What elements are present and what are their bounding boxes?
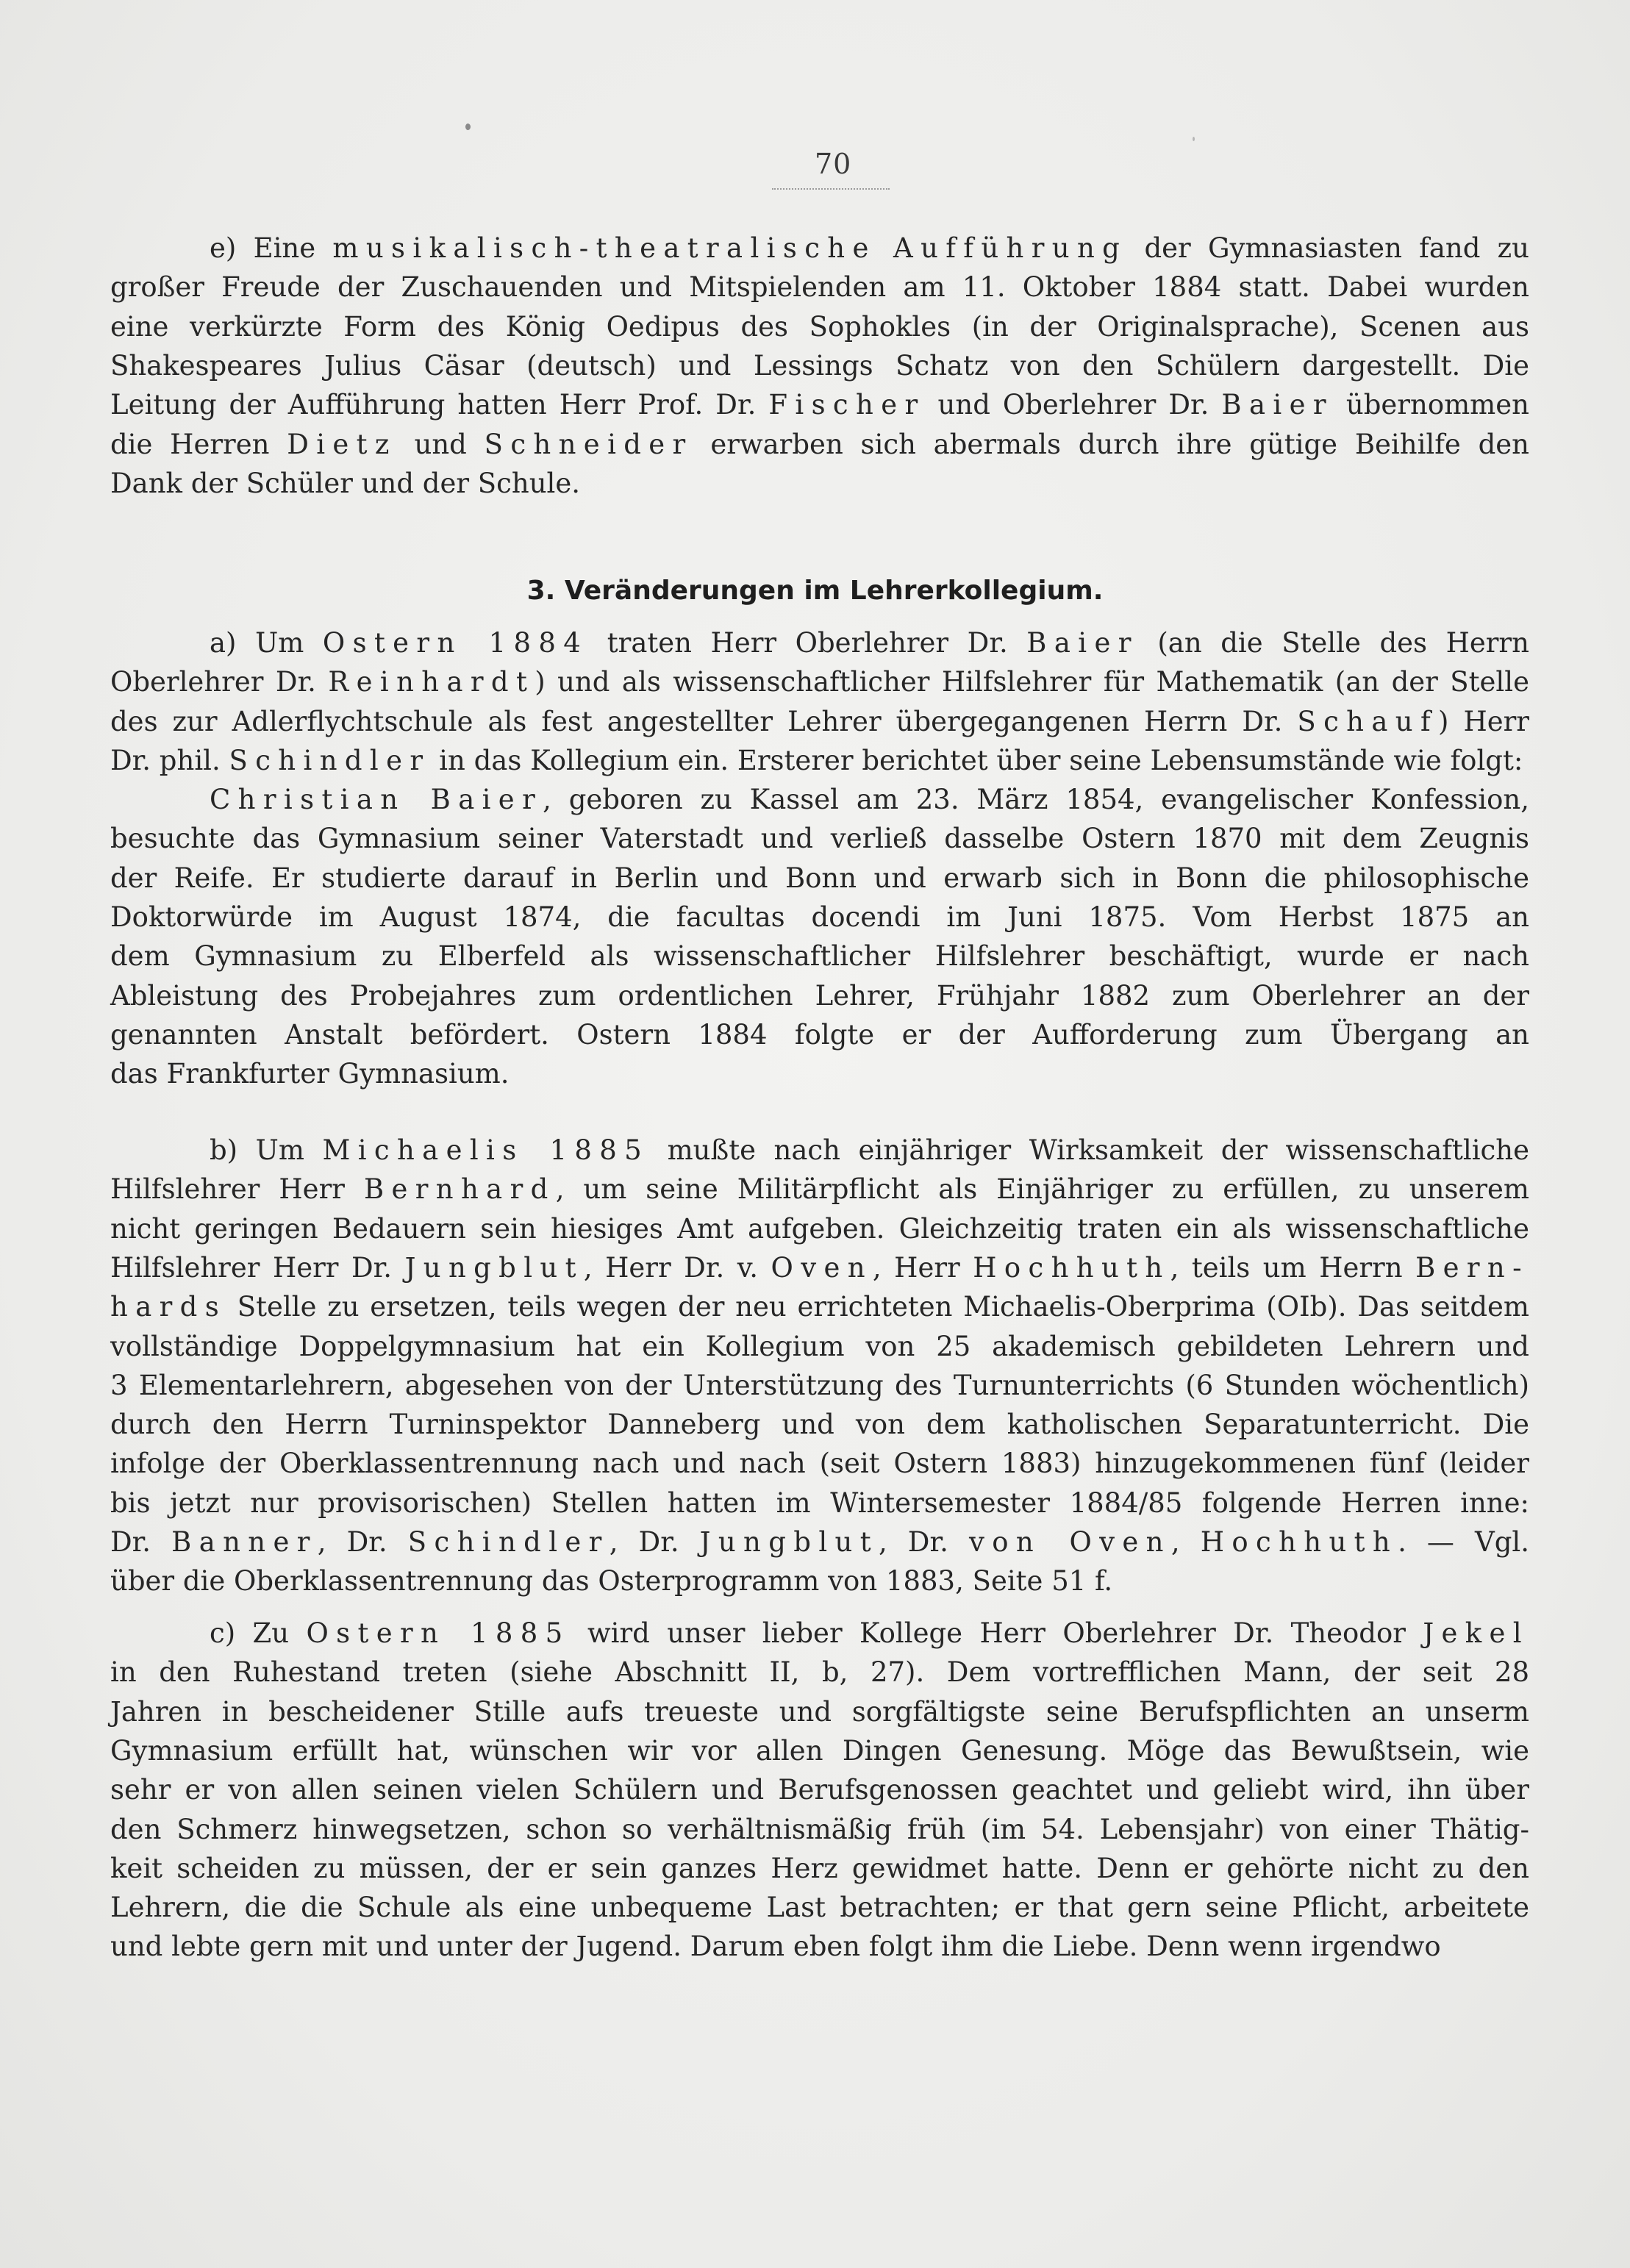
text-line — [110, 940, 1529, 973]
text-span: nicht geringen Bedauern sein hiesiges Amt aufgeben. Gleichzeitig traten ein als wissenschaftliche — [110, 1212, 1529, 1245]
text-line — [110, 389, 1529, 421]
text-line — [110, 429, 1529, 461]
spaced-emphasis: Reinhardt — [328, 666, 535, 698]
text-line — [110, 1019, 1529, 1051]
text-line — [110, 1252, 1529, 1284]
text-line — [110, 1735, 1529, 1767]
text-line — [110, 1487, 1529, 1520]
text-span: Dank der Schüler und der Schule. — [110, 467, 581, 499]
text-line — [110, 1565, 1529, 1598]
text-span: genannten Anstalt befördert. Ostern 1884 folgte er der Aufforderung zum Übergang an — [110, 1018, 1529, 1051]
spaced-emphasis: Hochhuth — [1200, 1526, 1398, 1558]
text-span: wird unser lieber Kollege Herr Oberlehrer Dr. Theodor — [570, 1617, 1423, 1649]
print-speck — [465, 124, 471, 130]
text-line — [210, 784, 1529, 816]
text-line — [210, 1617, 1529, 1650]
text-span: und Oberlehrer Dr. — [925, 389, 1222, 421]
text-line — [110, 1526, 1529, 1559]
spaced-emphasis: von Oven — [968, 1526, 1171, 1558]
text-span: , Dr. — [609, 1526, 700, 1558]
text-span: e) Eine — [210, 232, 333, 264]
spaced-emphasis: Fischer — [768, 389, 926, 421]
text-span: durch den Herrn Turninspektor Danneberg und von dem katholischen Separatunterricht. Die — [110, 1409, 1529, 1441]
spaced-emphasis: Banner — [171, 1526, 318, 1558]
text-span: ) und als wissenschaftlicher Hilfslehrer für Mathematik (an der Stelle — [535, 666, 1529, 698]
text-span: der Reife. Er studierte darauf in Berlin und Bonn und erwarb sich in Bonn die philosophische — [110, 862, 1529, 894]
text-line — [110, 745, 1529, 777]
text-span: Dr. phil. — [110, 744, 229, 776]
text-line — [110, 1058, 1529, 1090]
text-span: , um seine Militärpflicht als Einjähriger zu erfüllen, zu unserem — [555, 1173, 1529, 1206]
text-span: sehr er von allen seinen vielen Schülern und Berufsgenossen geachtet und geliebt wird, ihn über — [110, 1774, 1529, 1806]
spaced-emphasis: hards — [110, 1291, 227, 1323]
spaced-emphasis: Schindler — [407, 1526, 610, 1558]
text-span: ) Herr — [1438, 705, 1529, 737]
text-span: in den Ruhestand treten (siehe Abschnitt II, b, 27). Dem vortrefflichen Mann, der seit 28 — [110, 1656, 1529, 1689]
text-line — [110, 1173, 1529, 1206]
text-span: Hilfslehrer Herr Dr. — [110, 1251, 405, 1284]
text-span: bis jetzt nur provisorischen) Stellen hatten im Wintersemester 1884/85 folgende Herren inne: — [110, 1487, 1529, 1519]
text-span: , geboren zu Kassel am 23. März 1854, evangelischer Konfession, — [543, 784, 1529, 815]
text-line — [110, 823, 1529, 855]
text-line — [110, 862, 1529, 895]
text-span: c) Zu — [210, 1617, 307, 1649]
text-span: in das Kollegium ein. Ersterer berichtet über seine Lebensumstände wie folgt: — [430, 744, 1523, 776]
text-span: , Herr Dr. v. — [583, 1251, 771, 1284]
spaced-emphasis: Jungblut — [404, 1251, 584, 1284]
text-span: infolge der Oberklassentrennung nach und nach (seit Ostern 1883) hinzugekommenen fünf (leider — [110, 1448, 1529, 1480]
spaced-emphasis: Oven — [771, 1251, 873, 1284]
text-line — [110, 271, 1529, 304]
text-span: den Schmerz hinwegsetzen, schon so verhältnismäßig früh (im 54. Lebensjahr) von einer Thätig- — [110, 1813, 1529, 1845]
page-number: 70 — [815, 148, 852, 180]
text-line — [210, 1134, 1529, 1167]
text-line — [110, 1370, 1529, 1402]
text-span: , Herr — [872, 1251, 973, 1284]
text-span: großer Freude der Zuschauenden und Mitspielenden am 11. Oktober 1884 statt. Dabei wurden — [110, 271, 1529, 304]
text-span: , Dr. — [317, 1526, 408, 1558]
print-speck — [1193, 137, 1195, 141]
text-span: das Frankfurter Gymnasium. — [110, 1058, 510, 1090]
text-span: besuchte das Gymnasium seiner Vaterstadt und verließ dasselbe Ostern 1870 mit dem Zeugnis — [110, 823, 1529, 855]
spaced-emphasis: Baier — [1026, 627, 1139, 659]
spaced-emphasis: Baier — [1221, 389, 1334, 421]
text-line — [110, 1448, 1529, 1480]
text-line — [110, 1774, 1529, 1806]
text-span: 3 Elementarlehrern, abgesehen von der Unterstützung des Turnunterrichts (6 Stunden wöchentlich) — [110, 1369, 1529, 1401]
text-span — [876, 232, 893, 264]
text-line — [110, 1931, 1529, 1963]
spaced-emphasis: Christian Baier — [210, 784, 543, 815]
text-line — [210, 627, 1529, 659]
text-line — [110, 1853, 1529, 1885]
text-span: und lebte gern mit und unter der Jugend. Darum eben folgt ihm die Liebe. Denn wenn irgendwo — [110, 1931, 1441, 1963]
text-span: Oberlehrer Dr. — [110, 666, 329, 698]
text-span: und — [396, 428, 485, 460]
spaced-emphasis: Jungblut — [699, 1526, 879, 1558]
text-span: Gymnasium erfüllt hat, wünschen wir vor allen Dingen Genesung. Möge das Bewußtsein, wie — [110, 1734, 1529, 1767]
spaced-emphasis: Ostern 1885 — [306, 1617, 571, 1649]
text-span: , Dr. — [878, 1526, 969, 1558]
text-span: Doktorwürde im August 1874, die facultas docendi im Juni 1875. Vom Herbst 1875 an — [110, 901, 1529, 933]
text-span: a) Um — [210, 627, 323, 659]
spaced-emphasis: Ostern 1884 — [322, 627, 589, 659]
spaced-emphasis: Schneider — [484, 428, 693, 460]
text-span: dem Gymnasium zu Elberfeld als wissenschaftlicher Hilfslehrer beschäftigt, wurde er nach — [110, 940, 1529, 973]
text-span: des zur Adlerflychtschule als fest angestellter Lehrer übergegangenen Herrn Dr. — [110, 705, 1298, 737]
text-line — [110, 1331, 1529, 1363]
text-span: , — [1170, 1526, 1201, 1558]
spaced-emphasis: Bern- — [1415, 1251, 1529, 1284]
text-line — [110, 468, 1529, 500]
text-span: Hilfslehrer Herr — [110, 1173, 364, 1206]
text-span: (an die Stelle des Herrn — [1138, 627, 1529, 659]
text-span: Jahren in bescheidener Stille aufs treueste und sorgfältigste seine Berufspflichten an unserm — [110, 1695, 1529, 1728]
text-line — [110, 1892, 1529, 1924]
text-line — [110, 1213, 1529, 1245]
text-span: der Gymnasiasten fand zu — [1127, 232, 1529, 264]
spaced-emphasis: Schauf — [1297, 705, 1439, 737]
text-span: Leitung der Aufführung hatten Herr Prof. Dr. — [110, 389, 769, 421]
text-span: über die Oberklassentrennung das Osterprogramm von 1883, Seite 51 f. — [110, 1565, 1113, 1598]
text-span: keit scheiden zu müssen, der er sein ganzes Herz gewidmet hatte. Denn er gehörte nicht zu den — [110, 1852, 1529, 1884]
spaced-emphasis: Bernhard — [363, 1173, 556, 1206]
text-span: , teils um Herrn — [1170, 1251, 1416, 1284]
text-line — [110, 311, 1529, 343]
spaced-emphasis: Hochhuth — [973, 1251, 1170, 1284]
text-span: Ableistung des Probejahres zum ordentlichen Lehrer, Frühjahr 1882 zum Oberlehrer an der — [110, 979, 1529, 1012]
text-span: erwarben sich abermals durch ihre gütige Beihilfe den — [693, 428, 1529, 460]
spaced-emphasis: Schindler — [229, 744, 431, 776]
text-line — [110, 350, 1529, 382]
text-line — [110, 1696, 1529, 1728]
text-span: vollständige Doppelgymnasium hat ein Kollegium von 25 akademisch gebildeten Lehrern und — [110, 1330, 1529, 1362]
text-line — [110, 706, 1529, 738]
text-span: Stelle zu ersetzen, teils wegen der neu errichteten Michaelis-Oberprima (OIb). Das seitdem — [226, 1291, 1529, 1323]
text-span: übernommen — [1333, 389, 1529, 421]
spaced-emphasis: Aufführung — [893, 232, 1128, 264]
text-span: eine verkürzte Form des König Oedipus des Sophokles (in der Originalsprache), Scenen aus — [110, 310, 1529, 343]
page-number-rule — [772, 188, 890, 190]
section-heading: 3. Veränderungen im Lehrerkollegium. — [526, 576, 1104, 606]
text-span: Dr. — [110, 1526, 172, 1558]
spaced-emphasis: Jekel — [1423, 1617, 1529, 1649]
spaced-emphasis: Michaelis 1885 — [322, 1134, 650, 1166]
spaced-emphasis: Dietz — [287, 428, 397, 460]
text-span: traten Herr Oberlehrer Dr. — [588, 627, 1027, 659]
text-span: Shakespeares Julius Cäsar (deutsch) und Lessings Schatz von den Schülern dargestellt. Die — [110, 349, 1529, 382]
text-line — [110, 1291, 1529, 1323]
text-span: Lehrern, die die Schule als eine unbequeme Last betrachten; er that gern seine Pflicht, arbeitete — [110, 1892, 1529, 1924]
text-line — [110, 901, 1529, 934]
text-line — [210, 232, 1529, 265]
text-line — [110, 1409, 1529, 1441]
text-span: mußte nach einjähriger Wirksamkeit der wissenschaftliche — [649, 1134, 1529, 1166]
text-span: die Herren — [110, 428, 287, 460]
text-span: . — Vgl. — [1398, 1526, 1529, 1558]
text-span: b) Um — [210, 1134, 323, 1166]
text-line — [110, 1656, 1529, 1689]
text-line — [110, 666, 1529, 698]
text-line — [110, 980, 1529, 1012]
text-line — [110, 1814, 1529, 1846]
spaced-emphasis: musikalisch-theatralische — [332, 232, 876, 264]
